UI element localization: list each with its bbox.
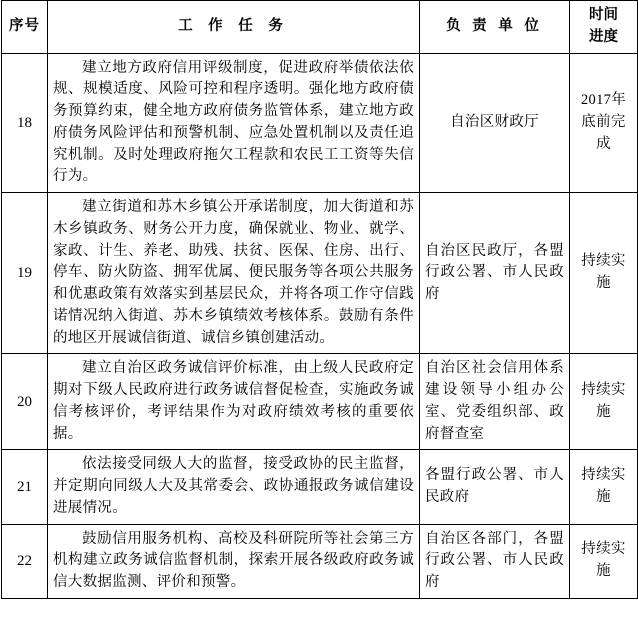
row-time-schedule: 持续实施 [570,354,638,450]
row-task-text: 建立自治区政务诚信评价标准，由上级人民政府定期对下级人民政府进行政务诚信督促检查，实施政务诚信考核评价，考评结果作为对政府绩效考核的重要依据。 [48,354,420,450]
table-row [2,354,638,450]
column-header-responsible-unit: 负 责 单 位 [420,1,570,54]
row-time-schedule: 持续实施 [570,193,638,354]
column-header-task: 工 作 任 务 [48,1,420,54]
row-time-schedule: 持续实施 [570,450,638,524]
row-task-text: 鼓励信用服务机构、高校及科研院所等社会第三方机构建立政务诚信监督机制，探索开展各级政府政务诚信大数据监测、评价和预警。 [48,524,420,598]
row-serial-number: 19 [2,193,48,354]
row-responsible-unit: 各盟行政公署、市人民政府 [420,450,570,524]
row-serial-number: 22 [2,524,48,598]
row-task-text: 建立街道和苏木乡镇公开承诺制度，加大街道和苏木乡镇政务、财务公开力度，确保就业、物业、就学、家政、计生、养老、助残、扶贫、医保、住房、出行、停车、防火防盗、拥军优属、便民服务等各项公共服务和优惠政策有效落实到基层民众，并将各项工作守信践诺情况纳入街道、苏木乡镇绩效考核体系。鼓励有条件的地区开展诚信街道、诚信乡镇创建活动。 [48,193,420,354]
column-header-time-line1: 时间 [589,7,618,23]
column-header-time-line2: 进度 [589,28,618,45]
row-serial-number: 18 [2,53,48,193]
row-serial-number: 21 [2,450,48,524]
row-responsible-unit: 自治区各部门，各盟行政公署、市人民政府 [420,524,570,598]
row-responsible-unit: 自治区民政厅，各盟行政公署、市人民政府 [420,193,570,354]
task-schedule-table [1,0,638,599]
row-serial-number: 20 [2,354,48,450]
table-row [2,53,638,193]
row-time-schedule: 持续实施 [570,524,638,598]
column-header-time-schedule [570,1,638,54]
column-header-serial-number: 序号 [2,1,48,54]
table-row [2,524,638,598]
table-body [2,53,638,598]
row-task-text: 依法接受同级人大的监督，接受政协的民主监督，并定期向同级人大及其常委会、政协通报政务诚信建设进展情况。 [48,450,420,524]
row-time-schedule: 2017年底前完成 [570,53,638,193]
row-responsible-unit: 自治区财政厅 [420,53,570,193]
table-header-row [2,1,638,54]
row-task-text: 建立地方政府信用评级制度，促进政府举债依法依规、规模适度、风险可控和程序透明。强化地方政府债务预算约束，健全地方政府债务监管体系，建立地方政府债务风险评估和预警机制、应急处置机制以及责任追究机制。及时处理政府拖欠工程款和农民工工资等失信行为。 [48,53,420,193]
table-header [2,1,638,54]
table-row [2,193,638,354]
table-row [2,450,638,524]
row-responsible-unit: 自治区社会信用体系建设领导小组办公室、党委组织部、政府督查室 [420,354,570,450]
